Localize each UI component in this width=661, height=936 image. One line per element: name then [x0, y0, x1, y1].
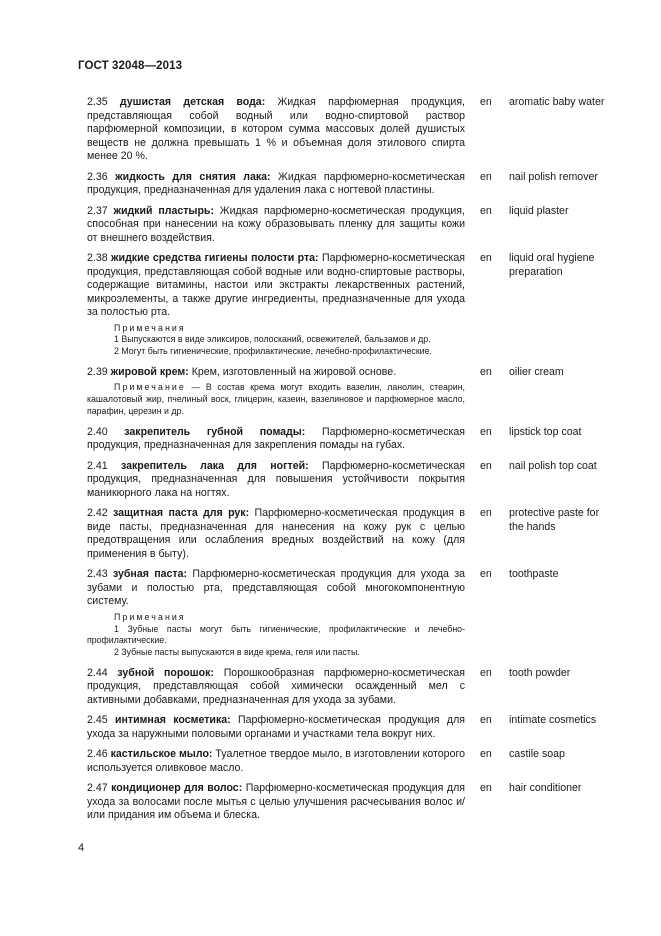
term-definition	[87, 205, 465, 246]
term-number: 2.38	[87, 252, 108, 264]
lang-code: en	[480, 568, 492, 581]
term-title: жидкий пластырь:	[113, 204, 214, 217]
term-entry	[87, 748, 607, 775]
english-term: toothpaste	[509, 568, 559, 581]
lang-code: en	[480, 252, 492, 264]
lang-code: en	[480, 748, 492, 761]
term-definition	[87, 714, 465, 741]
term-entry	[87, 366, 607, 418]
term-title: кондиционер для волос:	[111, 782, 243, 795]
term-title: закрепитель губной помады:	[124, 425, 306, 438]
term-entry	[87, 507, 607, 561]
document-header: ГОСТ 32048—2013	[78, 60, 183, 72]
term-number: 2.44	[87, 666, 108, 679]
english-term: nail polish top coat	[509, 459, 597, 472]
definition-text: Парфюмерно-косметическая продукция для ухода за наружными половыми органами и участками тела вокруг них.	[87, 714, 465, 740]
term-title: зубной порошок:	[117, 666, 214, 679]
term-note	[87, 382, 465, 417]
lang-code: en	[480, 459, 492, 472]
definition-text: Порошкообразная парфюмерно-косметическая продукция, представляющая собой химически осажденный мел с активными добавками, предназначенная для ухода за зубами.	[87, 666, 465, 706]
term-entry	[87, 568, 607, 659]
note-line: 1 Зубные пасты могут быть гигиенические, профилактические и лечебно-профилактические.	[87, 623, 465, 646]
lang-code: en	[480, 714, 492, 727]
english-term: intimate cosmetics	[509, 714, 597, 727]
english-term: hair conditioner	[509, 782, 582, 795]
english-term: aromatic baby water	[509, 96, 605, 108]
term-definition	[87, 507, 465, 561]
terms-list	[87, 96, 607, 830]
term-note	[87, 323, 465, 358]
term-title: жидкие средства гигиены полости рта:	[111, 252, 319, 264]
lang-code: en	[480, 782, 492, 795]
definition-text: Туалетное твердое мыло, в изготовлении которого используется оливковое масло.	[87, 748, 465, 774]
note-heading: Примечания	[114, 322, 186, 333]
definition-text: Жидкая парфюмерная продукция, представляющая собой водный или водно-спиртовой раствор парфюмерной композиции, в котором сумма массовых долей душистых веществ не должна превышать 1 % и объемная доля этилового спирта менее 20 %.	[87, 96, 466, 162]
term-title: зубная паста:	[112, 568, 188, 581]
term-definition	[87, 782, 465, 823]
lang-code: en	[480, 365, 492, 378]
definition-text: Парфюмерно-косметическая продукция в виде пасты, предназначенная для нанесения на кожу рук с целью предотвращения или ослабления вредных воздействий на кожу (для применения в быту).	[87, 507, 465, 560]
term-entry	[87, 426, 607, 453]
term-entry	[87, 460, 607, 501]
note-line: 1 Выпускаются в виде эликсиров, полосканий, освежителей, бальзамов и др.	[114, 334, 431, 345]
term-number: 2.43	[87, 568, 108, 581]
term-definition	[87, 667, 465, 708]
term-note	[87, 612, 465, 659]
term-title: кастильское мыло:	[110, 748, 213, 761]
term-number: 2.40	[87, 425, 108, 438]
note-line: 2 Могут быть гигиенические, профилактические, лечебно-профилактические.	[114, 346, 432, 357]
term-number: 2.41	[87, 459, 108, 472]
term-number: 2.39	[87, 365, 108, 378]
english-term: liquid oral hygiene preparation	[509, 252, 595, 278]
definition-text: Парфюмерно-косметическая продукция, предназначенная для повышения устойчивости покрытия маникюрного лака на ногтях.	[87, 459, 465, 499]
page-number: 4	[78, 842, 85, 854]
term-number: 2.47	[87, 782, 108, 795]
term-number: 2.45	[87, 714, 108, 727]
definition-text: Парфюмерно-косметическая продукция для ухода за зубами и полостью рта, представляющая собой многокомпонентную систему.	[87, 568, 465, 608]
term-title: жировой крем:	[110, 365, 189, 378]
note-heading: Примечания	[114, 611, 186, 622]
english-term: tooth powder	[509, 666, 571, 679]
note-text: — В состав крема могут входить вазелин, ланолин, стеарин, кашалотовый жир, пчелиный воск, глицерин, казеин, вазелиновое и парфюмерное масло, парафин, церезин и др.	[87, 382, 465, 416]
term-number: 2.36	[87, 170, 108, 183]
lang-code: en	[480, 507, 492, 520]
definition-text: Жидкая парфюмерно-косметическая продукция, предназначенная для удаления лака с ногтевой пластины.	[87, 170, 465, 196]
term-definition	[87, 426, 465, 453]
english-term: liquid plaster	[509, 204, 569, 217]
term-number: 2.46	[87, 748, 108, 761]
term-number: 2.35	[87, 96, 108, 108]
definition-text: Парфюмерно-косметическая продукция для ухода за волосами после мытья с целью улучшения расчесывания волос и/или придания им объема и блеска.	[87, 782, 465, 822]
term-entry	[87, 667, 607, 708]
term-entry	[87, 171, 607, 198]
term-definition	[87, 748, 465, 775]
english-term: nail polish remover	[509, 170, 598, 183]
term-entry	[87, 782, 607, 823]
term-number: 2.42	[87, 507, 108, 520]
english-term: protective paste for the hands	[509, 507, 600, 533]
definition-text: Парфюмерно-косметическая продукция, предназначенная для закрепления помады на губах.	[87, 425, 466, 452]
term-title: душистая детская вода:	[119, 96, 266, 108]
term-definition	[87, 171, 465, 198]
definition-text: Крем, изготовленный на жировой основе.	[191, 365, 397, 378]
term-title: закрепитель лака для ногтей:	[120, 459, 309, 472]
term-entry	[87, 96, 607, 164]
term-entry	[87, 205, 607, 246]
lang-code: en	[480, 666, 492, 679]
term-definition	[87, 96, 465, 164]
note-line: 2 Зубные пасты выпускаются в виде крема, геля или пасты.	[114, 647, 360, 658]
definition-text: Жидкая парфюмерно-косметическая продукция, способная при нанесении на кожу образовывать пленку для защиты кожи от внешнего воздействия.	[87, 204, 465, 244]
english-term: lipstick top coat	[509, 425, 582, 438]
term-title: защитная паста для рук:	[112, 507, 250, 520]
term-entry	[87, 252, 607, 358]
term-definition	[87, 366, 465, 380]
lang-code: en	[480, 204, 492, 217]
english-term: castile soap	[509, 748, 565, 761]
lang-code: en	[480, 170, 492, 183]
english-term: oilier cream	[509, 365, 564, 378]
term-title: жидкость для снятия лака:	[115, 170, 271, 183]
term-title: интимная косметика:	[114, 714, 231, 727]
term-definition	[87, 252, 465, 320]
lang-code: en	[480, 96, 492, 108]
term-number: 2.37	[87, 204, 108, 217]
term-entry	[87, 714, 607, 741]
lang-code: en	[480, 425, 492, 438]
term-definition	[87, 460, 465, 501]
definition-text: Парфюмерно-косметическая продукция, представляющая собой водные или водно-спиртовые растворы, содержащие витамины, настои или экстракты лекарственных растений, микроэлементы, а также другие ингредиенты, предназначенные для ухода за полостью рта.	[87, 252, 465, 318]
note-heading: Примечание	[114, 382, 186, 393]
term-definition	[87, 568, 465, 609]
